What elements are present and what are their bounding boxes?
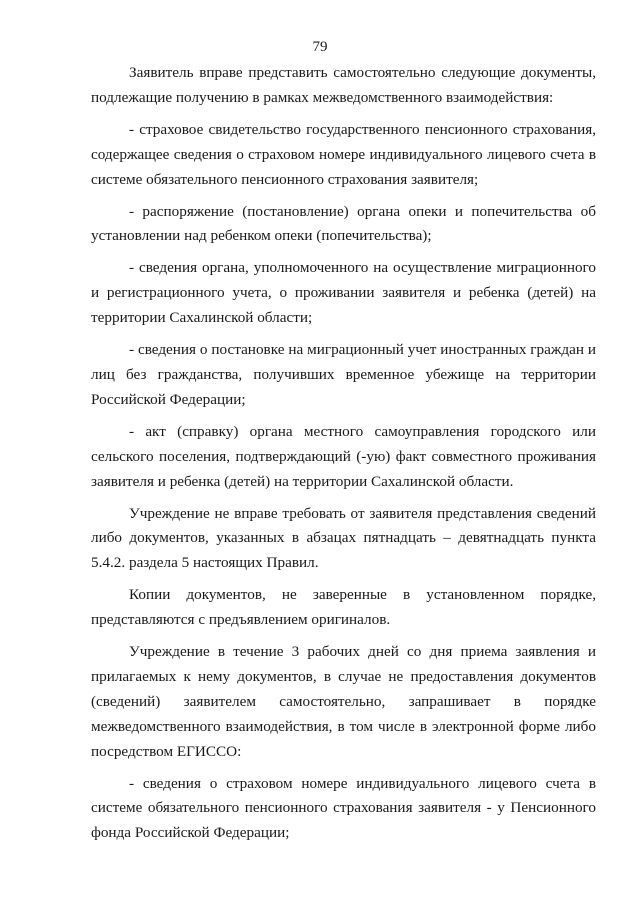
paragraph-insurance-certificate: - страховое свидетельство государственного пенсионного страхования, содержащее сведения о страховом номере индивидуального лицевого счета в системе обязательного пенсионного страхования заявителя; — [91, 120, 596, 188]
paragraph-institution-restriction: Учреждение не вправе требовать от заявителя представления сведений либо документов, указанных в абзацах пятнадцать – девятнадцать пункта 5.4.2. раздела 5 настоящих Правил. — [91, 504, 596, 572]
paragraph-pension-fund: - сведения о страховом номере индивидуального лицевого счета в системе обязательного пенсионного страхования заявителя - у Пенсионного фонда Российской Федерации; — [91, 774, 596, 842]
paragraph-copies: Копии документов, не заверенные в установленном порядке, представляются с предъявлением оригиналов. — [91, 586, 596, 629]
paragraph-interagency-request: Учреждение в течение 3 рабочих дней со дня приема заявления и прилагаемых к нему документов, в случае не предоставления документов (сведений) заявителем самостоятельно, запрашивает в порядке межведомственного взаимодействия, в том числе в электронной форме либо посредством ЕГИССО: — [91, 643, 596, 760]
paragraph-foreign-citizens: - сведения о постановке на миграционный учет иностранных граждан и лиц без гражданства, получивших временное убежище на территории Российской Федерации; — [91, 341, 596, 408]
paragraph-guardianship-order: - распоряжение (постановление) органа опеки и попечительства об установлении над ребенком опеки (попечительства); — [91, 202, 596, 245]
page-number: 79 — [312, 39, 328, 55]
page-body — [91, 61, 596, 853]
paragraph-local-authority-act: - акт (справку) органа местного самоуправления городского или сельского поселения, подтверждающий (-ую) факт совместного проживания заявителя и ребенка (детей) на территории Сахалинской области. — [91, 422, 596, 490]
paragraph-intro: Заявитель вправе представить самостоятельно следующие документы, подлежащие получению в рамках межведомственного взаимодействия: — [91, 64, 596, 106]
paragraph-migration-registration: - сведения органа, уполномоченного на осуществление миграционного и регистрационного учета, о проживании заявителя и ребенка (детей) на территории Сахалинской области; — [91, 259, 596, 327]
